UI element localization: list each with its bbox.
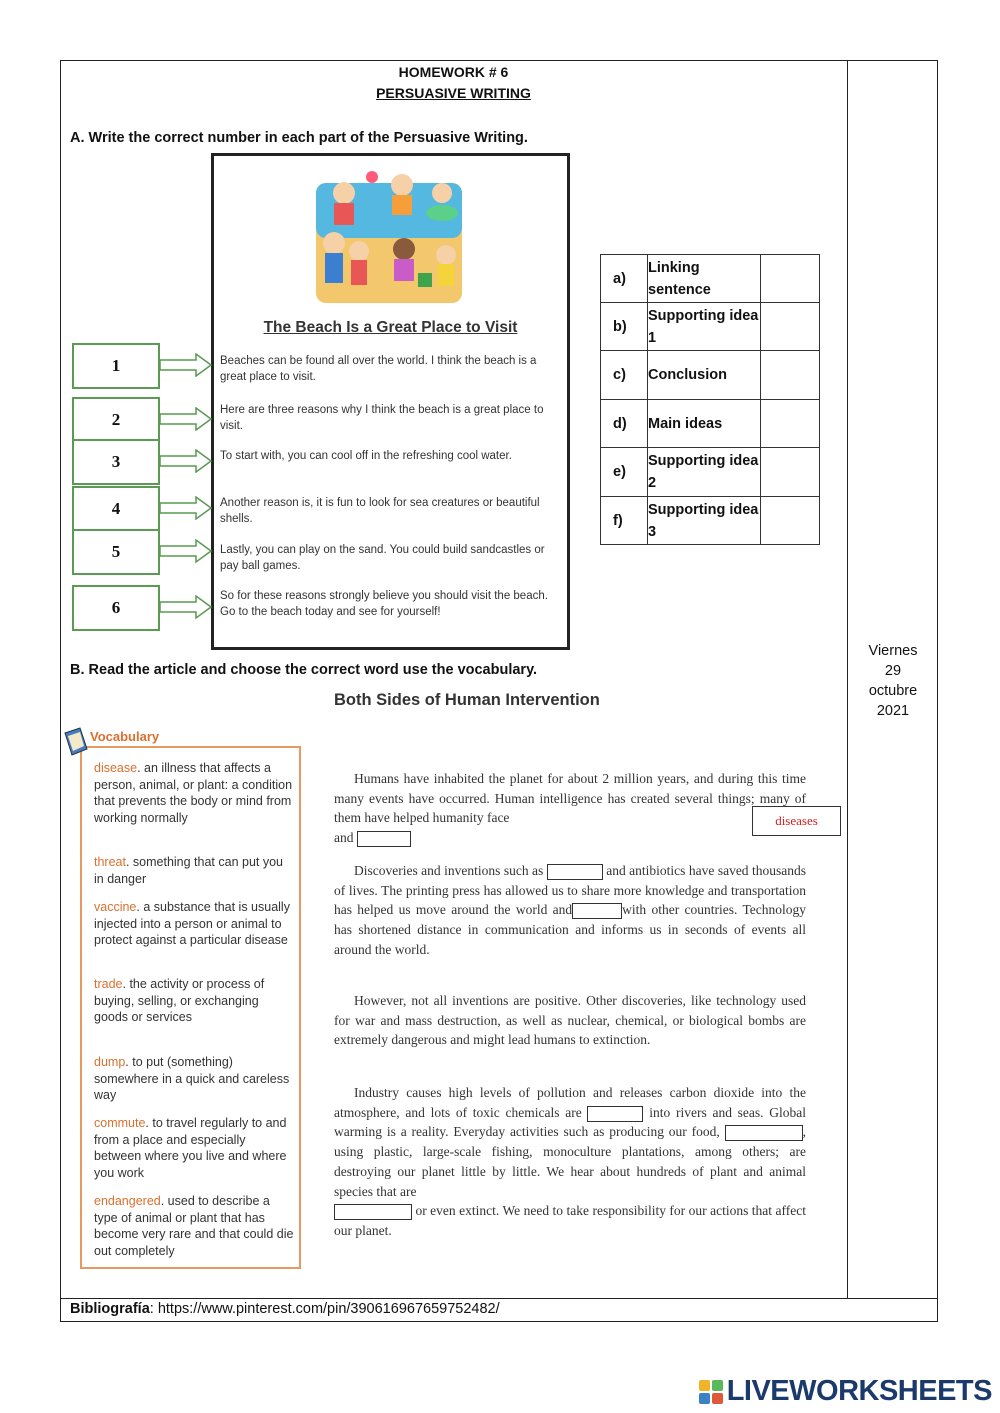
answer-blank-3[interactable] [547,864,603,880]
arrow-icon [160,407,212,431]
vocab-definition: . an illness that affects a person, animal, or plant: a condition that prevents the body or mind from working normally [94,761,293,825]
option-label: Supporting idea 2 [648,448,761,497]
article-text: or even extinct. We need to take responsibility for our actions that affect our planet. [334,1203,806,1238]
article-paragraph-2 [334,861,806,960]
section-b-instruction: B. Read the article and choose the correct word use the vocabulary. [70,662,538,678]
vocab-word: commute [94,1116,146,1130]
bibliography-divider [60,1298,938,1299]
number-box-1: 1 [72,343,160,389]
date-month: octubre [868,683,918,699]
vocabulary-heading: Vocabulary [90,729,160,744]
article-title: Both Sides of Human Intervention [334,691,600,709]
answer-cell-d[interactable] [761,400,820,448]
answer-cell-e[interactable] [761,448,820,497]
article-paragraph-3 [334,991,806,1050]
section-a-instruction: A. Write the correct number in each part of the Persuasive Writing. [70,130,528,146]
number-box-2: 2 [72,397,160,443]
sheet-paragraph-4: Another reason is, it is fun to look for sea creatures or beautiful shells. [220,497,540,525]
vocab-definition: . to put (something) somewhere in a quick and careless way [94,1055,290,1102]
vocab-definition: . to travel regularly to and from a place and especially between where you live and where you work [94,1116,287,1180]
vocab-word: dump [94,1055,126,1069]
book-icon [62,727,90,757]
bibliography-url[interactable]: : https://www.pinterest.com/pin/390616967659752482/ [149,1301,500,1317]
liveworksheets-brand [699,1375,992,1408]
vocab-word: threat [94,855,126,869]
vocab-word: trade [94,977,123,991]
article-text: Humans have inhabited the planet for about 2 million years, and during this time many events have occurred. Human intelligence has created several things; many of them have helped humanity face [334,771,806,826]
vocab-definition: . a substance that is usually injected into a person or animal to protect against a particular disease [94,900,290,947]
article-paragraph-1 [334,769,806,848]
arrow-icon [160,496,212,520]
option-letter: b) [601,303,648,351]
answer-cell-c[interactable] [761,351,820,400]
vocab-word: disease [94,761,138,775]
article-text: with other countries. Technology has shortened distance in communication and informs us in seconds of events all around the world. [334,902,806,957]
homework-topic: PERSUASIVE WRITING [376,85,531,101]
article-text: and [334,830,354,846]
vocab-entry-vaccine [94,899,294,949]
option-label: Conclusion [648,351,761,400]
sheet-paragraph-2: Here are three reasons why I think the beach is a great place to visit. [220,404,544,432]
vocab-definition: . something that can put you in danger [94,855,284,886]
option-letter: f) [601,497,648,545]
article-text: and antibiotics have saved thousands of lives. The printing press has allowed us to share more knowledge and transportation has helped us move around the world and [334,863,807,918]
option-label: Supporting idea 3 [648,497,761,545]
vocab-entry-endangered [94,1193,294,1259]
article-text: , using plastic, large-scale fishing, monoculture plantations, among others; are destroying our planet little by little. We hear about hundreds of plant and animal species that are [334,1124,806,1199]
sheet-paragraph-3: To start with, you can cool off in the refreshing cool water. [220,450,512,462]
beach-kids-illustration [314,163,464,305]
sheet-paragraph-5: Lastly, you can play on the sand. You could build sandcastles or pay ball games. [220,544,545,572]
article-text: Discoveries and inventions such as [354,863,544,878]
date-number: 29 [884,663,902,679]
beach-worksheet-image [211,153,570,650]
article-paragraph-4 [334,1083,806,1241]
sheet-title: The Beach Is a Great Place to Visit [263,319,518,336]
option-letter: a) [601,255,648,303]
matching-table [600,254,820,545]
article-text: Industry causes high levels of pollution and releases carbon dioxide into the atmosphere, and lots of toxic chemicals are [334,1085,806,1120]
article-text: However, not all inventions are positive. Other discoveries, like technology used for war and mass destruction, as well as nuclear, chemical, or biological bombs are extremely dangerous and might lead humans to extinction. [334,993,806,1048]
option-label: Main ideas [648,400,761,448]
answer-blank-6[interactable] [725,1125,803,1141]
vocab-entry-commute [94,1115,294,1181]
brand-name: LIVEWORKSHEETS [726,1375,992,1407]
date-cell [848,641,938,721]
answer-cell-b[interactable] [761,303,820,351]
number-box-4: 4 [72,486,160,532]
option-label: Supporting idea 1 [648,303,761,351]
arrow-icon [160,539,212,563]
number-box-6: 6 [72,585,160,631]
answer-blank-4[interactable] [572,903,622,919]
arrow-icon [160,353,212,377]
answer-blank-1[interactable] [357,831,411,847]
vocab-entry-dump [94,1054,294,1104]
article-text: into rivers and seas. Global warming is a reality. Everyday activities such as producing our food, [334,1104,807,1140]
number-box-3: 3 [72,439,160,485]
liveworksheets-logo-icon [699,1380,723,1404]
date-day: Viernes [868,643,918,659]
answer-dropdown-1[interactable]: diseases [752,806,841,836]
answer-cell-f[interactable] [761,497,820,545]
vocab-entry-disease [94,760,294,826]
arrow-icon [160,449,212,473]
vocab-word: endangered [94,1194,161,1208]
vocab-entry-trade [94,976,294,1026]
sheet-paragraph-1: Beaches can be found all over the world. I think the beach is a great place to visit. [220,355,537,383]
bibliography-label: Bibliografía [70,1301,150,1317]
option-label: Linking sentence [648,255,761,303]
vocab-entry-threat [94,854,294,887]
vocab-definition: . used to describe a type of animal or plant that has become very rare and that could die out completely [94,1194,294,1258]
date-year: 2021 [876,703,910,719]
vocab-word: vaccine [94,900,137,914]
number-box-5: 5 [72,529,160,575]
option-letter: d) [601,400,648,448]
vocab-definition: . the activity or process of buying, selling, or exchanging goods or services [94,977,265,1024]
answer-blank-5[interactable] [587,1106,643,1122]
option-letter: c) [601,351,648,400]
bibliography [70,1301,500,1317]
option-letter: e) [601,448,648,497]
answer-blank-7[interactable] [334,1204,412,1220]
sheet-paragraph-6: So for these reasons strongly believe you should visit the beach. Go to the beach today and see for yourself! [220,590,548,618]
answer-cell-a[interactable] [761,255,820,303]
arrow-icon [160,595,212,619]
homework-number: HOMEWORK # 6 [398,64,509,80]
